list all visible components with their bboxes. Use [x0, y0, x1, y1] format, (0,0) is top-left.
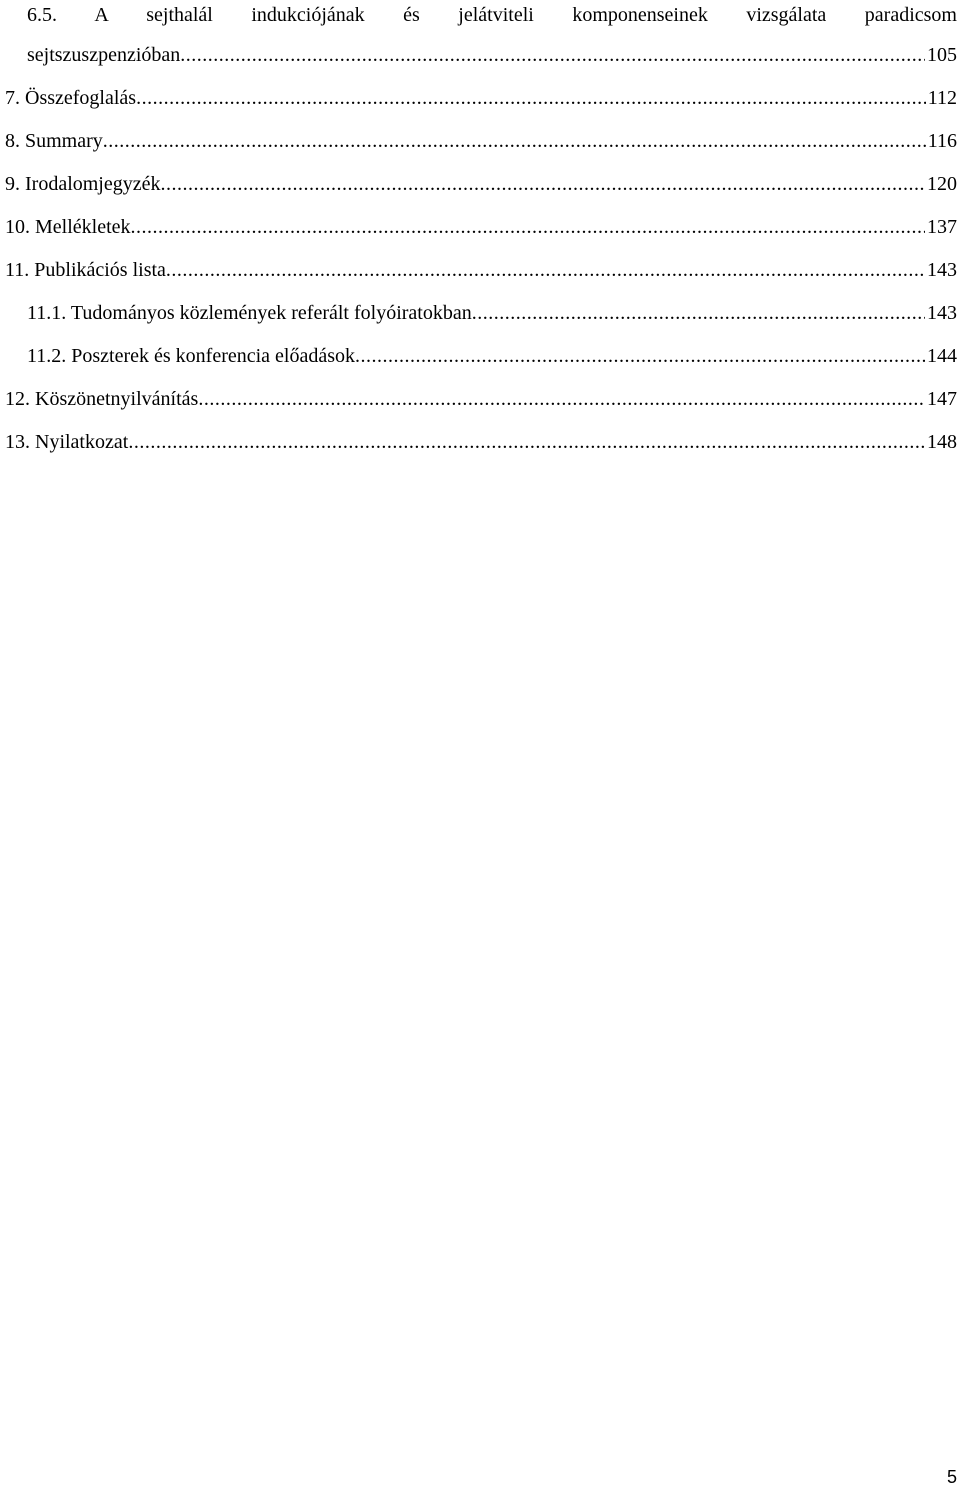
toc-entry[interactable]	[0, 427, 960, 457]
toc-entry-title: 11.2. Poszterek és konferencia előadások	[27, 341, 355, 371]
dot-leader	[128, 427, 925, 457]
toc-page-number: 143	[925, 255, 957, 285]
toc-page-number: 120	[925, 169, 957, 199]
toc-entry-title: sejtszuszpenzióban	[27, 40, 180, 70]
toc-page-number: 116	[926, 126, 957, 156]
dot-leader	[131, 212, 925, 242]
toc-entry[interactable]	[0, 212, 960, 242]
toc-page-number: 148	[925, 427, 957, 457]
toc-page-number: 147	[925, 384, 957, 414]
toc-entry-title: 9. Irodalomjegyzék	[5, 169, 161, 199]
toc-entry-title: 12. Köszönetnyilvánítás	[5, 384, 198, 414]
toc-entry[interactable]	[0, 255, 960, 285]
toc-entry[interactable]	[0, 83, 960, 113]
toc-entry-number: 6.5.	[27, 4, 57, 26]
toc-entry[interactable]	[0, 298, 960, 328]
toc-entry-6-5-line1[interactable]	[27, 0, 957, 30]
toc-entry[interactable]	[0, 169, 960, 199]
toc-entry-title: 7. Összefoglalás	[5, 83, 136, 113]
toc-entry[interactable]	[0, 384, 960, 414]
toc-page-number: 105	[925, 40, 957, 70]
toc-page-number: 144	[925, 341, 957, 371]
dot-leader	[355, 341, 925, 371]
toc-entry-title: 8. Summary	[5, 126, 103, 156]
dot-leader	[198, 384, 925, 414]
dot-leader	[472, 298, 925, 328]
dot-leader	[180, 40, 925, 70]
toc-entry-title: A sejthalál indukciójának és jelátviteli komponenseinek vizsgálata paradicsom	[94, 4, 957, 26]
toc-page-number: 112	[926, 83, 957, 113]
page-number: 5	[946, 1467, 957, 1487]
toc-page-number: 137	[925, 212, 957, 242]
toc-entry[interactable]	[0, 126, 960, 156]
toc-entry-title: 10. Mellékletek	[5, 212, 131, 242]
toc-entry-title: 13. Nyilatkozat	[5, 427, 128, 457]
toc-entry[interactable]	[0, 341, 960, 371]
dot-leader	[136, 83, 926, 113]
toc-entry-title: 11. Publikációs lista	[5, 255, 166, 285]
toc-entry-6-5-line2[interactable]	[0, 40, 960, 70]
toc-page-number: 143	[925, 298, 957, 328]
dot-leader	[166, 255, 925, 285]
toc-entry-title: 11.1. Tudományos közlemények referált folyóiratokban	[27, 298, 472, 328]
dot-leader	[161, 169, 926, 199]
dot-leader	[103, 126, 926, 156]
